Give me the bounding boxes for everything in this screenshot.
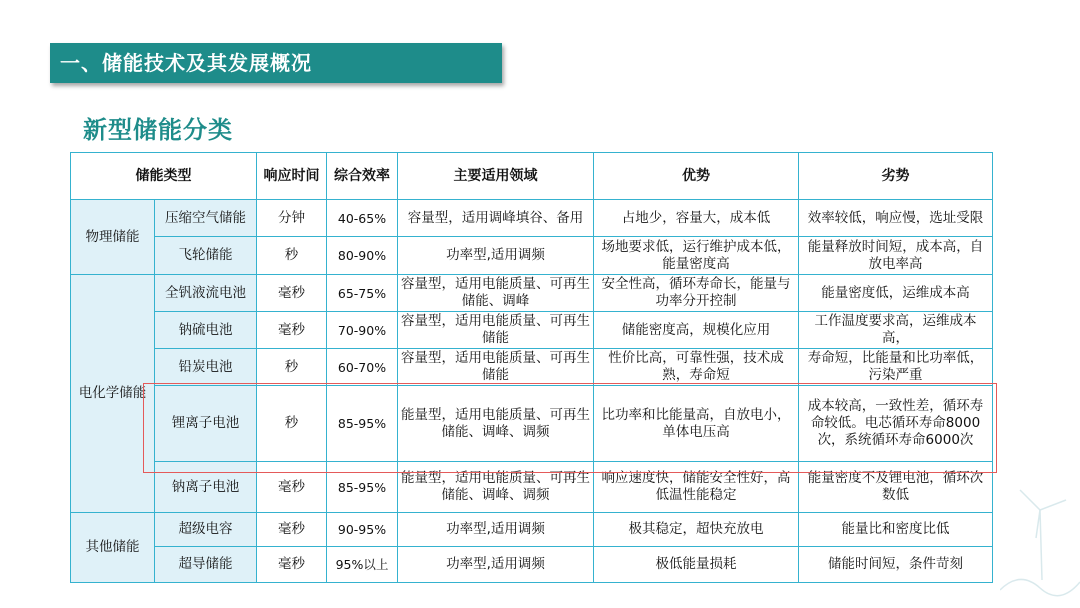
row-disadvantage: 能量密度不及锂电池，循环次数低 — [799, 462, 993, 513]
group-electrochemical: 电化学储能 — [71, 275, 155, 513]
row-advantage: 极其稳定，超快充放电 — [594, 513, 799, 547]
row-advantage: 极低能量损耗 — [594, 547, 799, 583]
row-disadvantage: 能量密度低，运维成本高 — [799, 275, 993, 312]
row-advantage: 安全性高，循环寿命长，能量与功率分开控制 — [594, 275, 799, 312]
row-response: 毫秒 — [257, 275, 327, 312]
row-field: 容量型，适用电能质量、可再生储能 — [398, 349, 594, 386]
row-response: 秒 — [257, 349, 327, 386]
row-field: 容量型，适用调峰填谷、备用 — [398, 200, 594, 237]
row-name: 钠硫电池 — [155, 312, 257, 349]
table-row — [71, 547, 993, 583]
section-banner: 一、储能技术及其发展概况 — [50, 43, 502, 83]
table-row — [71, 513, 993, 547]
row-advantage: 储能密度高，规模化应用 — [594, 312, 799, 349]
row-field: 功率型,适用调频 — [398, 547, 594, 583]
table-row — [71, 386, 993, 462]
row-name: 压缩空气储能 — [155, 200, 257, 237]
row-efficiency: 95%以上 — [327, 547, 398, 583]
row-efficiency: 80-90% — [327, 237, 398, 275]
row-advantage: 场地要求低，运行维护成本低，能量密度高 — [594, 237, 799, 275]
row-name: 锂离子电池 — [155, 386, 257, 462]
row-response: 毫秒 — [257, 513, 327, 547]
row-name: 超级电容 — [155, 513, 257, 547]
storage-classification-table — [70, 152, 993, 583]
row-response: 毫秒 — [257, 462, 327, 513]
row-response: 毫秒 — [257, 312, 327, 349]
row-efficiency: 65-75% — [327, 275, 398, 312]
row-efficiency: 85-95% — [327, 386, 398, 462]
table-row — [71, 237, 993, 275]
row-advantage: 占地少，容量大，成本低 — [594, 200, 799, 237]
group-other: 其他储能 — [71, 513, 155, 583]
row-efficiency: 85-95% — [327, 462, 398, 513]
header-response: 响应时间 — [257, 153, 327, 200]
table-row — [71, 349, 993, 386]
row-name: 钠离子电池 — [155, 462, 257, 513]
row-disadvantage: 寿命短，比能量和比功率低，污染严重 — [799, 349, 993, 386]
group-physical: 物理储能 — [71, 200, 155, 275]
row-name: 超导储能 — [155, 547, 257, 583]
table-header-row — [71, 153, 993, 200]
row-field: 容量型，适用电能质量、可再生储能、调峰 — [398, 275, 594, 312]
row-response: 秒 — [257, 237, 327, 275]
row-advantage: 响应速度快，储能安全性好，高低温性能稳定 — [594, 462, 799, 513]
row-field: 功率型,适用调频 — [398, 513, 594, 547]
row-disadvantage: 储能时间短，条件苛刻 — [799, 547, 993, 583]
row-field: 能量型，适用电能质量、可再生储能、调峰、调频 — [398, 462, 594, 513]
row-disadvantage: 能量比和密度比低 — [799, 513, 993, 547]
table-row — [71, 462, 993, 513]
table-row — [71, 312, 993, 349]
row-efficiency: 90-95% — [327, 513, 398, 547]
row-disadvantage: 工作温度要求高，运维成本高， — [799, 312, 993, 349]
table-row — [71, 275, 993, 312]
wind-turbine-decoration — [1000, 470, 1080, 608]
page-subtitle: 新型储能分类 — [83, 116, 233, 144]
row-advantage: 性价比高，可靠性强，技术成熟，寿命短 — [594, 349, 799, 386]
row-response: 分钟 — [257, 200, 327, 237]
header-field: 主要适用领域 — [398, 153, 594, 200]
row-field: 容量型，适用电能质量、可再生储能 — [398, 312, 594, 349]
header-efficiency: 综合效率 — [327, 153, 398, 200]
row-name: 铅炭电池 — [155, 349, 257, 386]
row-disadvantage: 效率较低，响应慢，选址受限 — [799, 200, 993, 237]
table-row — [71, 200, 993, 237]
header-disadvantage: 劣势 — [799, 153, 993, 200]
row-disadvantage: 成本较高，一致性差，循环寿命较低。电芯循环寿命8000次，系统循环寿命6000次 — [799, 386, 993, 462]
row-name: 全钒液流电池 — [155, 275, 257, 312]
row-name: 飞轮储能 — [155, 237, 257, 275]
row-response: 毫秒 — [257, 547, 327, 583]
row-efficiency: 70-90% — [327, 312, 398, 349]
header-advantage: 优势 — [594, 153, 799, 200]
row-disadvantage: 能量释放时间短，成本高，自放电率高 — [799, 237, 993, 275]
row-efficiency: 40-65% — [327, 200, 398, 237]
row-response: 秒 — [257, 386, 327, 462]
row-efficiency: 60-70% — [327, 349, 398, 386]
row-field: 能量型，适用电能质量、可再生储能、调峰、调频 — [398, 386, 594, 462]
header-type: 储能类型 — [71, 153, 257, 200]
row-field: 功率型,适用调频 — [398, 237, 594, 275]
row-advantage: 比功率和比能量高，自放电小，单体电压高 — [594, 386, 799, 462]
